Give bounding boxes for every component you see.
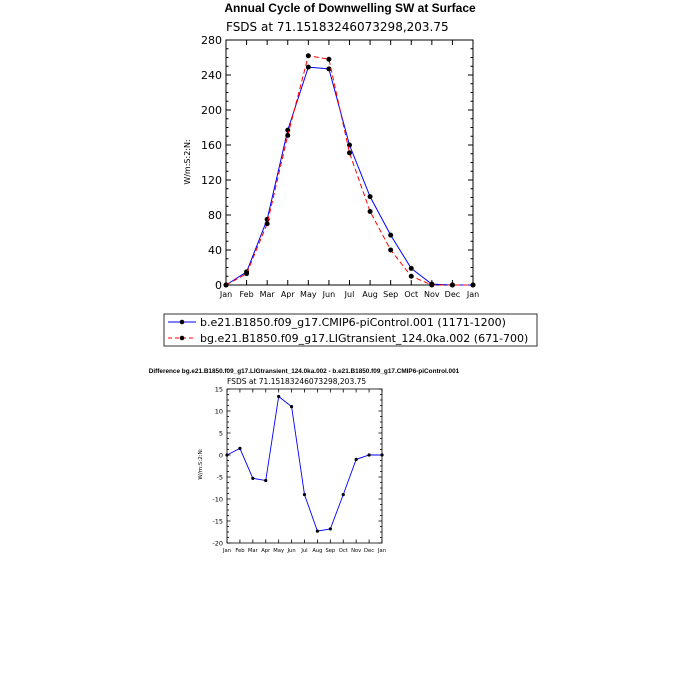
chart1-subtitle: FSDS at 71.15183246073298,203.75 <box>226 20 449 34</box>
chart2-xtick-label: Nov <box>351 548 362 555</box>
chart1-xtick-label: Oct <box>404 290 419 299</box>
chart2-series-0-point <box>380 453 383 456</box>
chart1-xtick-label: Feb <box>239 290 254 299</box>
chart2-ytick-label: -10 <box>212 495 223 504</box>
chart1-series-1-point <box>347 150 352 155</box>
chart2-ytick-label: 10 <box>214 407 223 416</box>
legend-label-piControl: b.e21.B1850.f09_g17.CMIP6-piControl.001 (1171-1200) <box>200 316 506 329</box>
chart2-series-0-point <box>251 477 254 480</box>
chart1-series-0-point <box>409 266 414 271</box>
chart2-xtick-label: Aug <box>312 548 323 555</box>
chart2-ytick-label: -20 <box>212 539 223 548</box>
chart1-series-1-point <box>244 271 249 276</box>
chart1-xtick-label: Dec <box>444 290 461 299</box>
chart1-series-1-point <box>368 209 373 214</box>
chart1-series-line-1 <box>226 56 473 285</box>
chart1-axes <box>201 34 479 299</box>
chart2-ytick-label: 5 <box>218 429 223 438</box>
chart1-series-1-point <box>471 283 476 288</box>
chart2-series-0-point <box>342 493 345 496</box>
chart1-ytick-label: 200 <box>201 103 222 117</box>
chart1-series-0-point <box>306 65 311 70</box>
chart1-y-axis-label: W/m:S:2:N: <box>183 139 192 185</box>
chart1-xtick-label: Aug <box>362 290 378 299</box>
chart2-series-0-point <box>225 453 228 456</box>
chart1-ytick-label: 240 <box>201 68 222 82</box>
chart1-ytick-label: 160 <box>201 138 222 152</box>
chart1-xtick-label: Jan <box>466 290 480 299</box>
chart2-xtick-label: Jul <box>301 548 308 555</box>
chart2-series-line-0 <box>227 396 382 531</box>
chart1-series-1-point <box>224 283 229 288</box>
chart2-xtick-label: Jun <box>287 548 296 555</box>
chart1-xtick-label: Mar <box>259 290 275 299</box>
chart2-series-0-point <box>355 458 358 461</box>
legend-marker-piControl <box>180 320 185 325</box>
chart2-title: Difference bg.e21.B1850.f09_g17.LIGtransient_124.0ka.002 - b.e21.B1850.f09_g17.CMIP6-piControl.001 <box>148 368 460 375</box>
chart2-ytick-label: 15 <box>214 385 223 394</box>
chart1-series-1-point <box>306 53 311 58</box>
chart2-xtick-label: Mar <box>247 548 258 555</box>
chart1-xtick-label: Jan <box>219 290 233 299</box>
chart1-series-0-point <box>285 128 290 133</box>
chart1-series-line-0 <box>226 67 473 285</box>
chart2-series-0-point <box>264 479 267 482</box>
chart1-series-0-point <box>388 233 393 238</box>
difference-chart <box>149 368 460 554</box>
chart1-ytick-label: 120 <box>201 173 222 187</box>
chart1-ytick-label: 280 <box>201 33 222 47</box>
chart2-xtick-label: Jan <box>378 548 386 555</box>
chart1-series-1-point <box>409 274 414 279</box>
chart1-series-1-point <box>265 221 270 226</box>
chart2-ytick-label: -5 <box>216 473 223 482</box>
chart1-xtick-label: Apr <box>280 290 295 299</box>
chart2-xtick-label: Dec <box>364 548 375 555</box>
chart1-xtick-label: Nov <box>424 290 440 299</box>
chart2-xtick-label: Sep <box>325 548 336 555</box>
chart2-series <box>225 395 383 533</box>
chart2-series-0-point <box>367 453 370 456</box>
chart1-series <box>224 53 476 287</box>
chart1-ytick-label: 0 <box>215 278 222 292</box>
chart1-ytick-label: 80 <box>208 208 222 222</box>
annual-cycle-chart <box>164 1 537 346</box>
chart2-series-0-point <box>277 395 280 398</box>
chart2-plot-frame <box>227 389 382 543</box>
chart1-series-1-point <box>326 57 331 62</box>
chart2-series-0-point <box>303 493 306 496</box>
chart2-axes <box>212 385 386 554</box>
chart2-y-axis-label: W/m:S:2:N: <box>198 448 204 480</box>
chart1-series-1-point <box>285 133 290 138</box>
chart2-series-0-point <box>316 530 319 533</box>
chart2-series-0-point <box>238 447 241 450</box>
legend-marker-LIGtransient <box>180 336 185 341</box>
chart1-title: Annual Cycle of Downwelling SW at Surface <box>224 1 476 15</box>
legend-label-LIGtransient: bg.e21.B1850.f09_g17.LIGtransient_124.0ka.002 (671-700) <box>200 332 529 345</box>
chart1-xtick-label: Jul <box>344 290 355 299</box>
chart2-ytick-label: 0 <box>218 451 223 460</box>
chart2-series-0-point <box>329 527 332 530</box>
chart2-xtick-label: Apr <box>261 548 271 555</box>
chart2-xtick-label: May <box>273 548 285 555</box>
chart1-xtick-label: Jun <box>322 290 336 299</box>
chart1-series-0-point <box>368 194 373 199</box>
chart1-ytick-label: 40 <box>208 243 222 257</box>
chart1-series-1-point <box>429 283 434 288</box>
chart1-series-1-point <box>450 283 455 288</box>
chart2-ytick-label: -15 <box>212 517 223 526</box>
chart1-xtick-label: Sep <box>383 290 399 299</box>
chart2-subtitle: FSDS at 71.15183246073298,203.75 <box>227 377 367 386</box>
chart1-series-1-point <box>388 248 393 253</box>
chart1-xtick-label: May <box>300 290 317 299</box>
chart2-xtick-label: Jan <box>223 548 231 555</box>
chart2-xtick-label: Feb <box>235 548 245 555</box>
chart2-xtick-label: Oct <box>338 548 348 555</box>
chart1-plot-frame <box>226 40 473 285</box>
chart2-series-0-point <box>290 405 293 408</box>
